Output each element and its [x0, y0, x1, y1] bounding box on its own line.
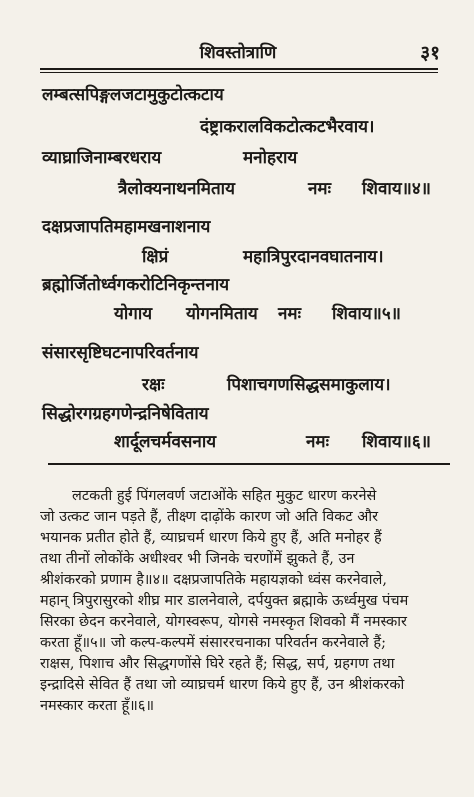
verse-line: क्षिप्रं: [142, 247, 169, 267]
paragraph-line: तथा तीनों लोकोंके अधीश्वर भी जिनके चरणोंमें झुकते हैं, उन: [40, 551, 355, 567]
paragraph-line: नमस्कार करता हूँ॥६॥: [40, 698, 155, 714]
paragraph-line: भयानक प्रतीत होते हैं, व्याघ्रचर्म धारण किये हुए हैं, अति मनोहर हैं: [40, 530, 382, 546]
verse-line: व्याघ्राजिनाम्बरधराय: [42, 148, 162, 168]
verse-line: लम्बत्सपिङ्गलजटामुकुटोत्कटाय: [42, 85, 224, 105]
verse-number: शिवाय॥६॥: [362, 432, 431, 452]
verse-number: शिवाय॥५॥: [332, 304, 401, 324]
verse-line: सिद्धोरगग्रहगणेन्द्रनिषेविताय: [42, 404, 209, 424]
verse-number: शिवाय॥४॥: [362, 179, 431, 199]
verse-word: नमः: [278, 304, 302, 324]
verse-line: रक्षः: [142, 375, 165, 395]
page-number: ३१: [420, 42, 440, 64]
verse-line: संसारसृष्टिघटनापरिवर्तनाय: [42, 343, 199, 363]
verse-line: योगनमिताय: [186, 304, 258, 324]
paragraph-line: लटकती हुई पिंगलवर्ण जटाओंके सहित मुकुट धारण करनेसे: [72, 488, 377, 504]
paragraph-line: राक्षस, पिशाच और सिद्धगणोंसे घिरे रहते हैं; सिद्ध, सर्प, ग्रहगण तथा: [40, 656, 395, 672]
verse-line: ब्रह्मोर्जितोर्ध्वगकरोटिनिकृन्तनाय: [42, 275, 230, 295]
paragraph-line: महान् त्रिपुरासुरको शीघ्र मार डालनेवाले, दर्पयुक्त ब्रह्माके ऊर्ध्वमुख पंचम: [40, 593, 409, 609]
running-title: शिवस्तोत्राणि: [199, 43, 277, 63]
verse-line: दक्षप्रजापतिमहामखनाशनाय: [42, 217, 211, 237]
paragraph-line: श्रीशंकरको प्रणाम है॥४॥ दक्षप्रजापतिके महायज्ञको ध्वंस करनेवाले,: [40, 572, 387, 588]
paragraph-line: इन्द्रादिसे सेवित हैं तथा जो व्याघ्रचर्म धारण किये हुए हैं, उन श्रीशंकरको: [40, 677, 405, 693]
verse-line: पिशाचगणसिद्धसमाकुलाय।: [227, 375, 391, 395]
page-header: [32, 40, 444, 68]
paragraph-line: सिरका छेदन करनेवाले, योगस्वरूप, योगसे नमस्कृत शिवको मैं नमस्कार: [40, 614, 407, 630]
verse-word: नमः: [306, 432, 330, 452]
paragraph-line: जो उत्कट जान पड़ते हैं, तीक्ष्ण दाढ़ोंके कारण जो अति विकट और: [40, 509, 379, 525]
section-divider: [48, 463, 450, 465]
verse-word: नमः: [308, 179, 332, 199]
paragraph-line: करता हूँ॥५॥ जो कल्प-कल्पमें संसाररचनाका परिवर्तन करनेवाले हैं;: [40, 635, 386, 651]
verse-line: शार्दूलचर्मवसनाय: [114, 432, 217, 452]
verse-line: दंष्ट्राकरालविकटोत्कटभैरवाय।: [200, 117, 375, 137]
header-rule-thin: [40, 72, 438, 73]
header-rule: [40, 68, 438, 70]
verse-line: महात्रिपुरदानवघातनाय।: [243, 247, 384, 267]
verse-line: योगाय: [114, 304, 153, 324]
verse-line: त्रैलोक्यनाथनमिताय: [118, 179, 235, 199]
verse-line: मनोहराय: [243, 148, 298, 168]
